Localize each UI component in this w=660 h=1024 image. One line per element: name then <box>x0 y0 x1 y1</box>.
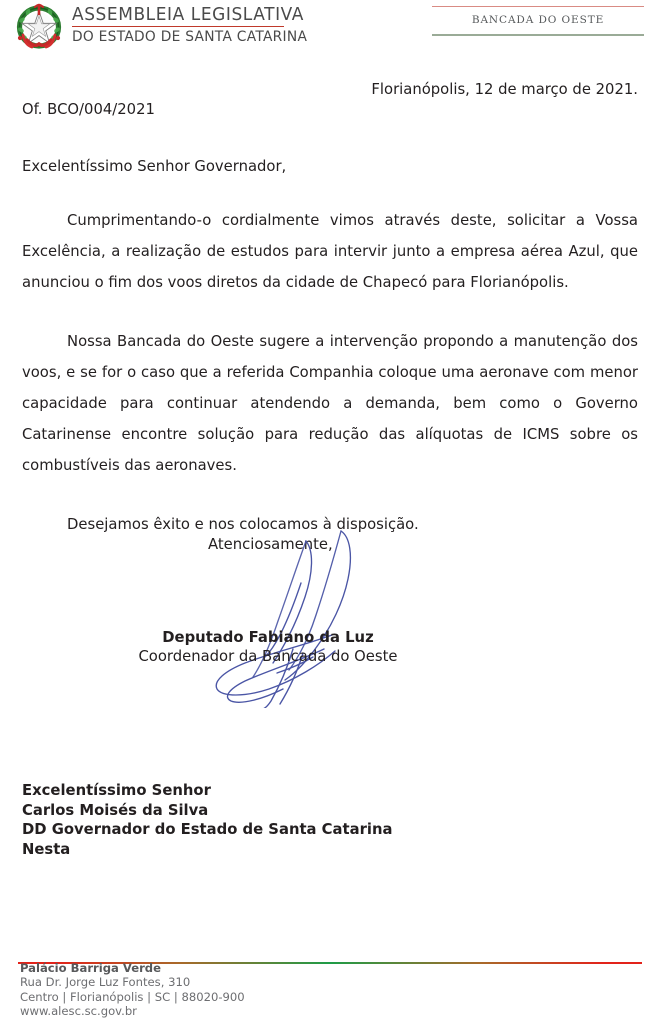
bancada-do-oeste-block <box>432 6 644 36</box>
santa-catarina-coat-of-arms-icon <box>14 3 64 51</box>
addressee-line-2: Carlos Moisés da Silva <box>22 801 209 819</box>
letter-body <box>22 205 638 540</box>
letterhead-header <box>0 0 660 62</box>
brand-line-assembleia: ASSEMBLEIA LEGISLATIVA <box>72 5 304 25</box>
bancada-bottom-rule <box>432 34 644 36</box>
footer-street: Rua Dr. Jorge Luz Fontes, 310 <box>20 975 191 990</box>
signature-area <box>0 528 660 708</box>
footer-building: Palácio Barriga Verde <box>20 960 161 975</box>
closing-salutation: Atenciosamente, <box>208 536 333 553</box>
addressee-block <box>22 781 392 859</box>
footer-website: www.alesc.sc.gov.br <box>20 1004 137 1019</box>
reference-number: Of. BCO/004/2021 <box>22 101 155 118</box>
paragraph-3: Desejamos êxito e nos colocamos à disposição. <box>67 516 419 533</box>
brand-red-rule <box>72 26 284 27</box>
footer-city: Centro | Florianópolis | SC | 88020-900 <box>20 989 245 1004</box>
addressee-line-4: Nesta <box>22 840 71 858</box>
footer-address-block <box>20 961 245 1019</box>
brand-wordmark <box>72 6 314 45</box>
brand-line-estado: DO ESTADO DE SANTA CATARINA <box>72 28 308 45</box>
date-line: Florianópolis, 12 de março de 2021. <box>371 81 638 98</box>
alesc-brand <box>14 3 314 51</box>
salutation: Excelentíssimo Senhor Governador, <box>22 158 287 175</box>
addressee-line-3: DD Governador do Estado de Santa Catarina <box>22 821 393 838</box>
addressee-line-1: Excelentíssimo Senhor <box>22 782 211 799</box>
paragraph-2: Nossa Bancada do Oeste sugere a intervenção propondo a manutenção dos voos, e se for o caso que a referida Companhia coloque uma aeronave com menor capacidade para continuar atendendo a demanda, bem como o Governo Catarinense encontre solução para redução das alíquotas de ICMS sobre os combustíveis das aeronaves. <box>22 333 638 474</box>
signer-name: Deputado Fabiano da Luz <box>162 629 374 646</box>
signer-title: Coordenador da Bancada do Oeste <box>138 648 398 665</box>
paragraph-1: Cumprimentando-o cordialmente vimos através deste, solicitar a Vossa Excelência, a realização de estudos para intervir junto a empresa aérea Azul, que anunciou o fim dos voos diretos da cidade de Chapecó para Florianópolis. <box>22 212 638 291</box>
signer-block <box>0 628 598 666</box>
bancada-label: BANCADA DO OESTE <box>471 14 605 27</box>
